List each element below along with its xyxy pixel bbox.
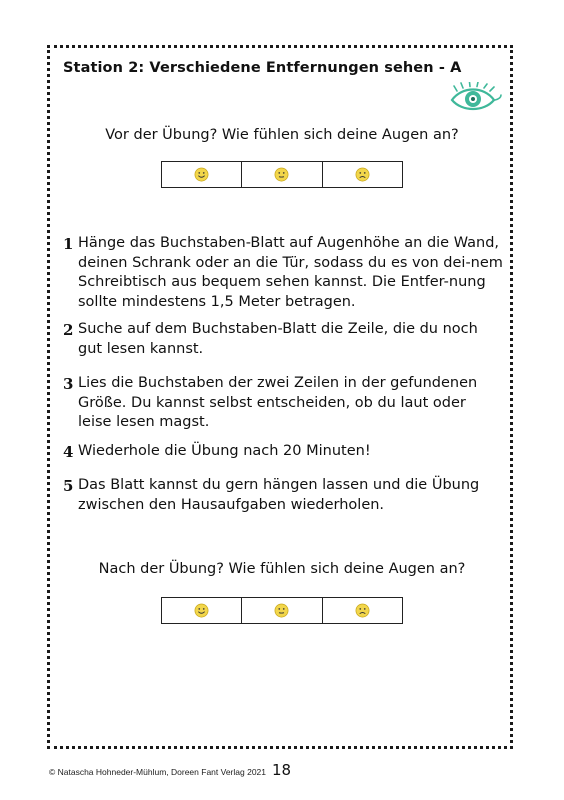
step-text: Suche auf dem Buchstaben-Blatt die Zeile, die du noch gut lesen kannst.: [78, 321, 478, 357]
after-rating-happy[interactable]: [162, 598, 242, 623]
page-title: Station 2: Verschiedene Entfernungen sehen - A: [63, 60, 462, 76]
after-rating-neutral[interactable]: [242, 598, 322, 623]
neutral-face-icon: [274, 167, 289, 182]
page-number: 18: [272, 761, 292, 779]
step-text: Hänge das Buchstaben-Blatt auf Augenhöhe an die Wand, deinen Schrank oder an die Tür, sodass du es von dei-nem Schreibtisch aus bequem sehen kannst. Die Entfer-nung sollte mindestens 1,5 Meter betragen.: [78, 235, 503, 310]
step-3: [63, 374, 503, 433]
step-number: 1: [63, 235, 74, 253]
sad-face-icon: [355, 167, 370, 182]
step-text: Wiederhole die Übung nach 20 Minuten!: [78, 443, 371, 459]
after-question: Nach der Übung? Wie fühlen sich deine Augen an?: [98, 561, 466, 577]
before-rating-happy[interactable]: [162, 162, 242, 187]
step-5: [63, 476, 503, 515]
step-text: Das Blatt kannst du gern hängen lassen und die Übung zwischen den Hausaufgaben wiederholen.: [78, 477, 480, 513]
copyright-notice: © Natascha Hohneder-Mühlum, Doreen Fant Verlag 2021: [49, 767, 266, 777]
happy-face-icon: [194, 167, 209, 182]
before-rating-neutral[interactable]: [242, 162, 322, 187]
before-question: Vor der Übung? Wie fühlen sich deine Augen an?: [105, 127, 459, 143]
step-4: [63, 442, 503, 462]
neutral-face-icon: [274, 603, 289, 618]
step-number: 5: [63, 477, 74, 495]
after-rating-scale: [161, 597, 403, 624]
step-number: 2: [63, 321, 74, 339]
step-text: Lies die Buchstaben der zwei Zeilen in der gefundenen Größe. Du kannst selbst entscheiden, ob du laut oder leise lesen magst.: [78, 375, 478, 430]
before-rating-scale: [161, 161, 403, 188]
after-rating-sad[interactable]: [323, 598, 402, 623]
happy-face-icon: [194, 603, 209, 618]
step-2: [63, 320, 503, 359]
step-number: 3: [63, 375, 74, 393]
step-number: 4: [63, 443, 74, 461]
before-rating-sad[interactable]: [323, 162, 402, 187]
step-1: [63, 234, 503, 312]
sad-face-icon: [355, 603, 370, 618]
eye-icon: [444, 82, 502, 116]
